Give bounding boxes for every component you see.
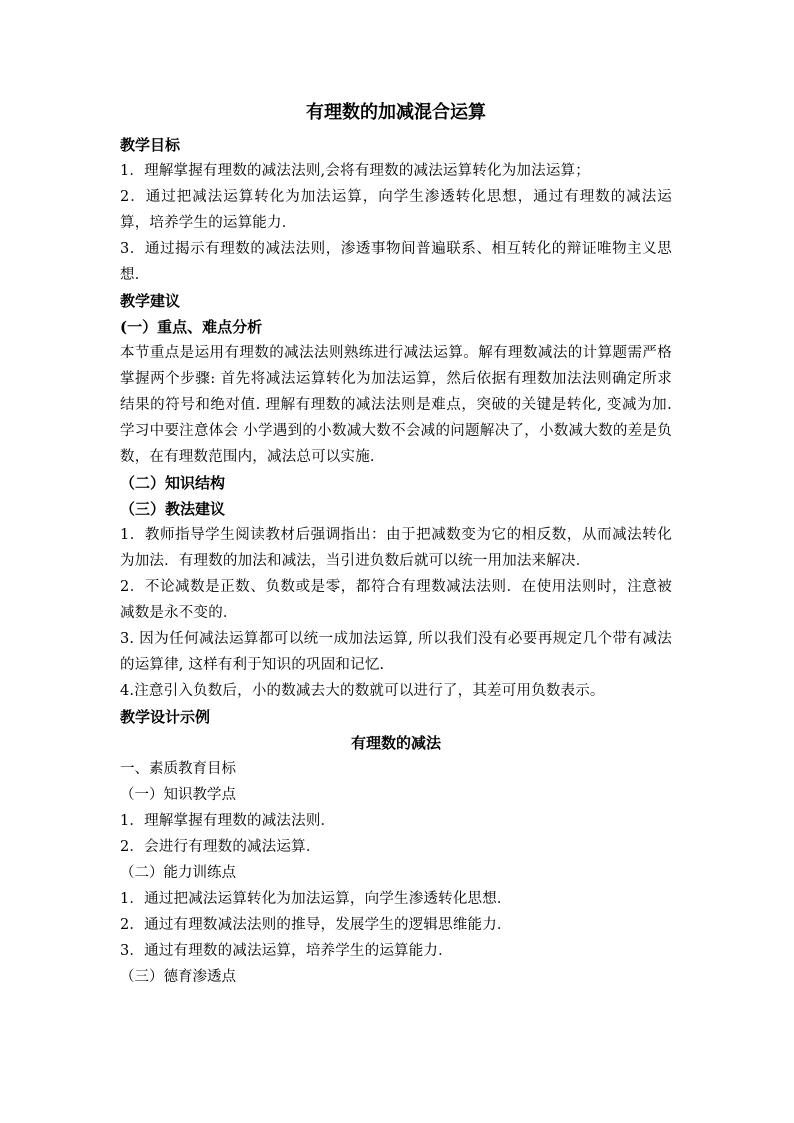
key-points-text: 本节重点是运用有理数的减法法则熟练进行减法运算。解有理数减法的计算题需严格掌握两个步骤: 首先将减法运算转化为加法运算，然后依据有理数加法法则确定所求结果的符号和绝对值. 理解有理数的减法法则是难点，突破的关键是转化, 变减为加. 学习中要注意体会 小学遇到的小数减大数不会减的问题解决了，小数减大数的差是负数，在有理数范围内，减法总可以实施.: [120, 345, 672, 465]
method-item: 4.注意引入负数后，小的数减去大的数就可以进行了，其差可用负数表示。: [120, 683, 605, 699]
ability-item: 1．通过把减法运算转化为加法运算，向学生渗透转化思想．: [120, 891, 512, 907]
ability-heading: （二）能力训练点: [120, 865, 236, 881]
advice-heading: 教学建议: [120, 292, 181, 310]
ability-item: 3．通过有理数的减法运算，培养学生的运算能力．: [120, 943, 453, 959]
method-item: 3. 因为任何减法运算都可以统一成加法运算, 所以我们没有必要再规定几个带有减法的运算律, 这样有利于知识的巩固和记忆.: [120, 631, 672, 673]
knowledge-heading: （一）知识教学点: [120, 787, 236, 803]
design-title: 有理数的减法: [350, 734, 441, 752]
document-page: [120, 100, 672, 990]
goal-item: 3．通过揭示有理数的减法法则，渗透事物间普遍联系、相互转化的辩证唯物主义思想．: [120, 241, 672, 283]
design-heading: 教学设计示例: [120, 708, 211, 726]
key-points-heading: (一）重点、难点分析: [120, 318, 263, 336]
ability-item: 2．通过有理数减法法则的推导，发展学生的逻辑思维能力．: [120, 917, 512, 933]
method-heading: （三）教法建议: [120, 500, 226, 518]
structure-heading: （二）知识结构: [120, 474, 226, 492]
knowledge-item: 1．理解掌握有理数的减法法则．: [120, 813, 336, 829]
quality-heading: 一、素质教育目标: [120, 761, 236, 777]
method-item: 2．不论减数是正数、负数或是零，都符合有理数减法法则．在使用法则时，注意被减数是永不变的．: [120, 579, 672, 621]
goal-item: 1．理解掌握有理数的减法法则,会将有理数的减法运算转化为加法运算；: [120, 163, 590, 179]
document-title: 有理数的加减混合运算: [306, 102, 486, 123]
goal-item: 2．通过把减法运算转化为加法运算，向学生渗透转化思想，通过有理数的减法运算，培养学生的运算能力．: [120, 189, 672, 231]
moral-heading: （三）德育渗透点: [120, 969, 236, 985]
method-item: 1．教师指导学生阅读教材后强调指出：由于把减数变为它的相反数，从而减法转化为加法．有理数的加法和减法，当引进负数后就可以统一用加法来解决．: [120, 527, 672, 569]
knowledge-item: 2．会进行有理数的减法运算．: [120, 839, 321, 855]
goals-heading: 教学目标: [120, 136, 181, 154]
